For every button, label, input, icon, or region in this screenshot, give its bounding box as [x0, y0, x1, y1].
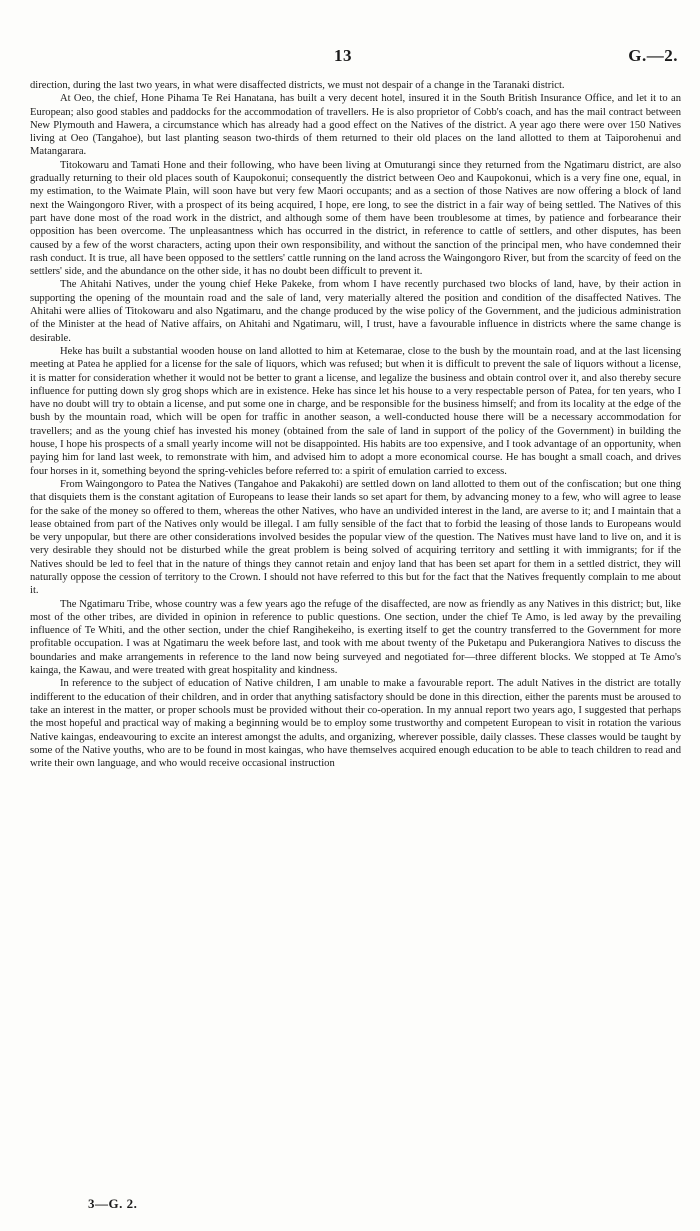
paragraph: Titokowaru and Tamati Hone and their following, who have been living at Omuturangi since they returned from the Ngatimaru district, are also gradually returning to their old places south of Kaupokonui; consequently the district between Oeo and Kaupokonui, which is a very fine one, equal, in my estimation, to the Waimate Plain, will soon have but very few Maori occupants; and as a section of those Natives are now offering a block of land next the Waingongoro River, with a prospect of its being acquired, I hope, ere long, to see the district in a fair way of being settled. The Natives of this part have done most of the road work in the district, and although some of them have been troublesome at times, by patience and forbearance their opposition has been overcome. The unpleasantness which has occurred in the district, in reference to cattle of settlers, and other disputes, has been caused by a few of the worst characters, acting upon their own responsibility, and without the sanction of the principal men, who have condemned their rash conduct. It is true, all have been opposed to the settlers' cattle running on the land across the Waingongoro River, but from the scarcity of feed on the settlers' side, and the abundance on the other side, it has no doubt been difficult to prevent it.	[30, 159, 681, 278]
paragraph: The Ngatimaru Tribe, whose country was a few years ago the refuge of the disaffected, are now as friendly as any Natives in this district; but, like most of the other tribes, are divided in opinion in reference to public questions. One section, under the chief Te Amo, is led away by the prevailing influence of Te Whiti, and the other section, under the chief Rangihekeiho, is exerting itself to get the country transferred to the Government for more profitable occupation. I was at Ngatimaru the week before last, and took with me about twenty of the Puketapu and Pukerangiora Natives to discuss the boundaries and make arrangements in reference to the land now being surveyed and negotiated for—three different blocks. We stopped at Te Amo's kainga, the Kawau, and were treated with great hospitality and kindness.	[30, 598, 681, 677]
paragraph: The Ahitahi Natives, under the young chief Heke Pakeke, from whom I have recently purchased two blocks of land, have, by their action in supporting the opening of the mountain road and the sale of land, very materially altered the position and condition of the disaffected Natives. The Ahitahi were allies of Titokowaru and also Ngatimaru, and the change produced by the wise policy of the Government, and the judicious administration of the Minister at the head of Native affairs, on Ahitahi and Ngatimaru, will, I trust, have a favourable influence in districts where the same change is desirable.	[30, 279, 681, 344]
body-text	[30, 79, 681, 770]
paragraph: In reference to the subject of education of Native children, I am unable to make a favourable report. The adult Natives in the district are totally indifferent to the education of their children, and in order that anything satisfactory should be done in this direction, either the parents must be aroused to take an interest in the matter, or proper schools must be provided without their co-operation. In my annual report two years ago, I suggested that perhaps the most hopeful and practical way of making a beginning would be to employ some trustworthy and competent European to visit in rotation the various Native kaingas, endeavouring to excite an interest amongst the adults, and organizing, wherever possible, daily classes. These classes would be taught by some of the Native youths, who are to be found in most kaingas, who have themselves acquired enough education to be able to teach children to read and write their own language, and who would receive occasional instruction	[30, 678, 681, 770]
paragraph: direction, during the last two years, in what were disaffected districts, we must not despair of a change in the Taranaki district.	[30, 80, 565, 91]
signature-mark: 3—G. 2.	[88, 1196, 138, 1211]
page-number: 13	[334, 46, 352, 65]
paragraph: From Waingongoro to Patea the Natives (Tangahoe and Pakakohi) are settled down on land allotted to them out of the confiscation; but one thing that disquiets them is the constant agitation of Europeans to lease their lands so set apart for them, by advancing money to a few, who will agree to lease for the sake of the money so offered to them, whereas the other Natives, who have an undivided interest in the land, are averse to it; and I maintain that a lease obtained from part of the Natives only would be illegal. I am fully sensible of the fact that to forbid the leasing of those lands to Europeans would be very unpopular, but there are other considerations involved besides the popular view of the question. The Natives must have land to live on, and it is very desirable they should not be disturbed while the great problem is being solved of acquiring territory and settling it with immigrants; for if the Natives should be led to feel that in the nature of things they cannot retain and enjoy land that has been set apart for them in a settled district, they will naturally oppose the cession of territory to the Crown. I should not have referred to this but for the fact that the Natives frequently complain to me about it.	[30, 478, 681, 597]
paragraph: At Oeo, the chief, Hone Pihama Te Rei Hanatana, has built a very decent hotel, insured it in the South British Insurance Office, and let it to an European; also good stables and paddocks for the accommodation of travellers. He is also proprietor of Cobb's coach, and has the mail contract between New Plymouth and Hawera, a circumstance which has already had a good effect on the Natives of the district. A year ago there were over 150 Natives living at Oeo (Tangahoe), but last planting season two-thirds of them returned to their old places on the land allotted to them at Taiporohenui and Matangarara.	[30, 93, 681, 158]
document-reference: G.—2.	[628, 46, 678, 65]
paragraph: Heke has built a substantial wooden house on land allotted to him at Ketemarae, close to the bush by the mountain road, and at the last licensing meeting at Patea he applied for a license for the sale of liquors, which was refused; but when it is difficult to prevent the sale of liquors without a license, it is matter for consideration whether it would not be better to grant a license, and legalize the business and obtain control over it, and also thereby secure influence for putting down sly grog shops which are in existence. Heke has since let his house to a very respectable person of Patea, for ten years, who I have no doubt will try to obtain a license, and put some one in charge, and be responsible for the business himself; and from its locality at the edge of the bush by the mountain road, which will be open for traffic in another season, a well-conducted house there will be a necessary accommodation for travellers; and as the young chief has invested his money (obtained from the sale of land in support of the policy of the Government) in building the house, I hope his prospects of a small yearly income will not be disappointed. His habits are too expensive, and I took advantage of an opportunity, when paying him for land last week, to remonstrate with him, and advised him to adopt a more economical course. He has bought a small coach, and drives four horses in it, something beyond the spring-vehicles before referred to: a spirit of emulation carried to excess.	[30, 345, 681, 477]
